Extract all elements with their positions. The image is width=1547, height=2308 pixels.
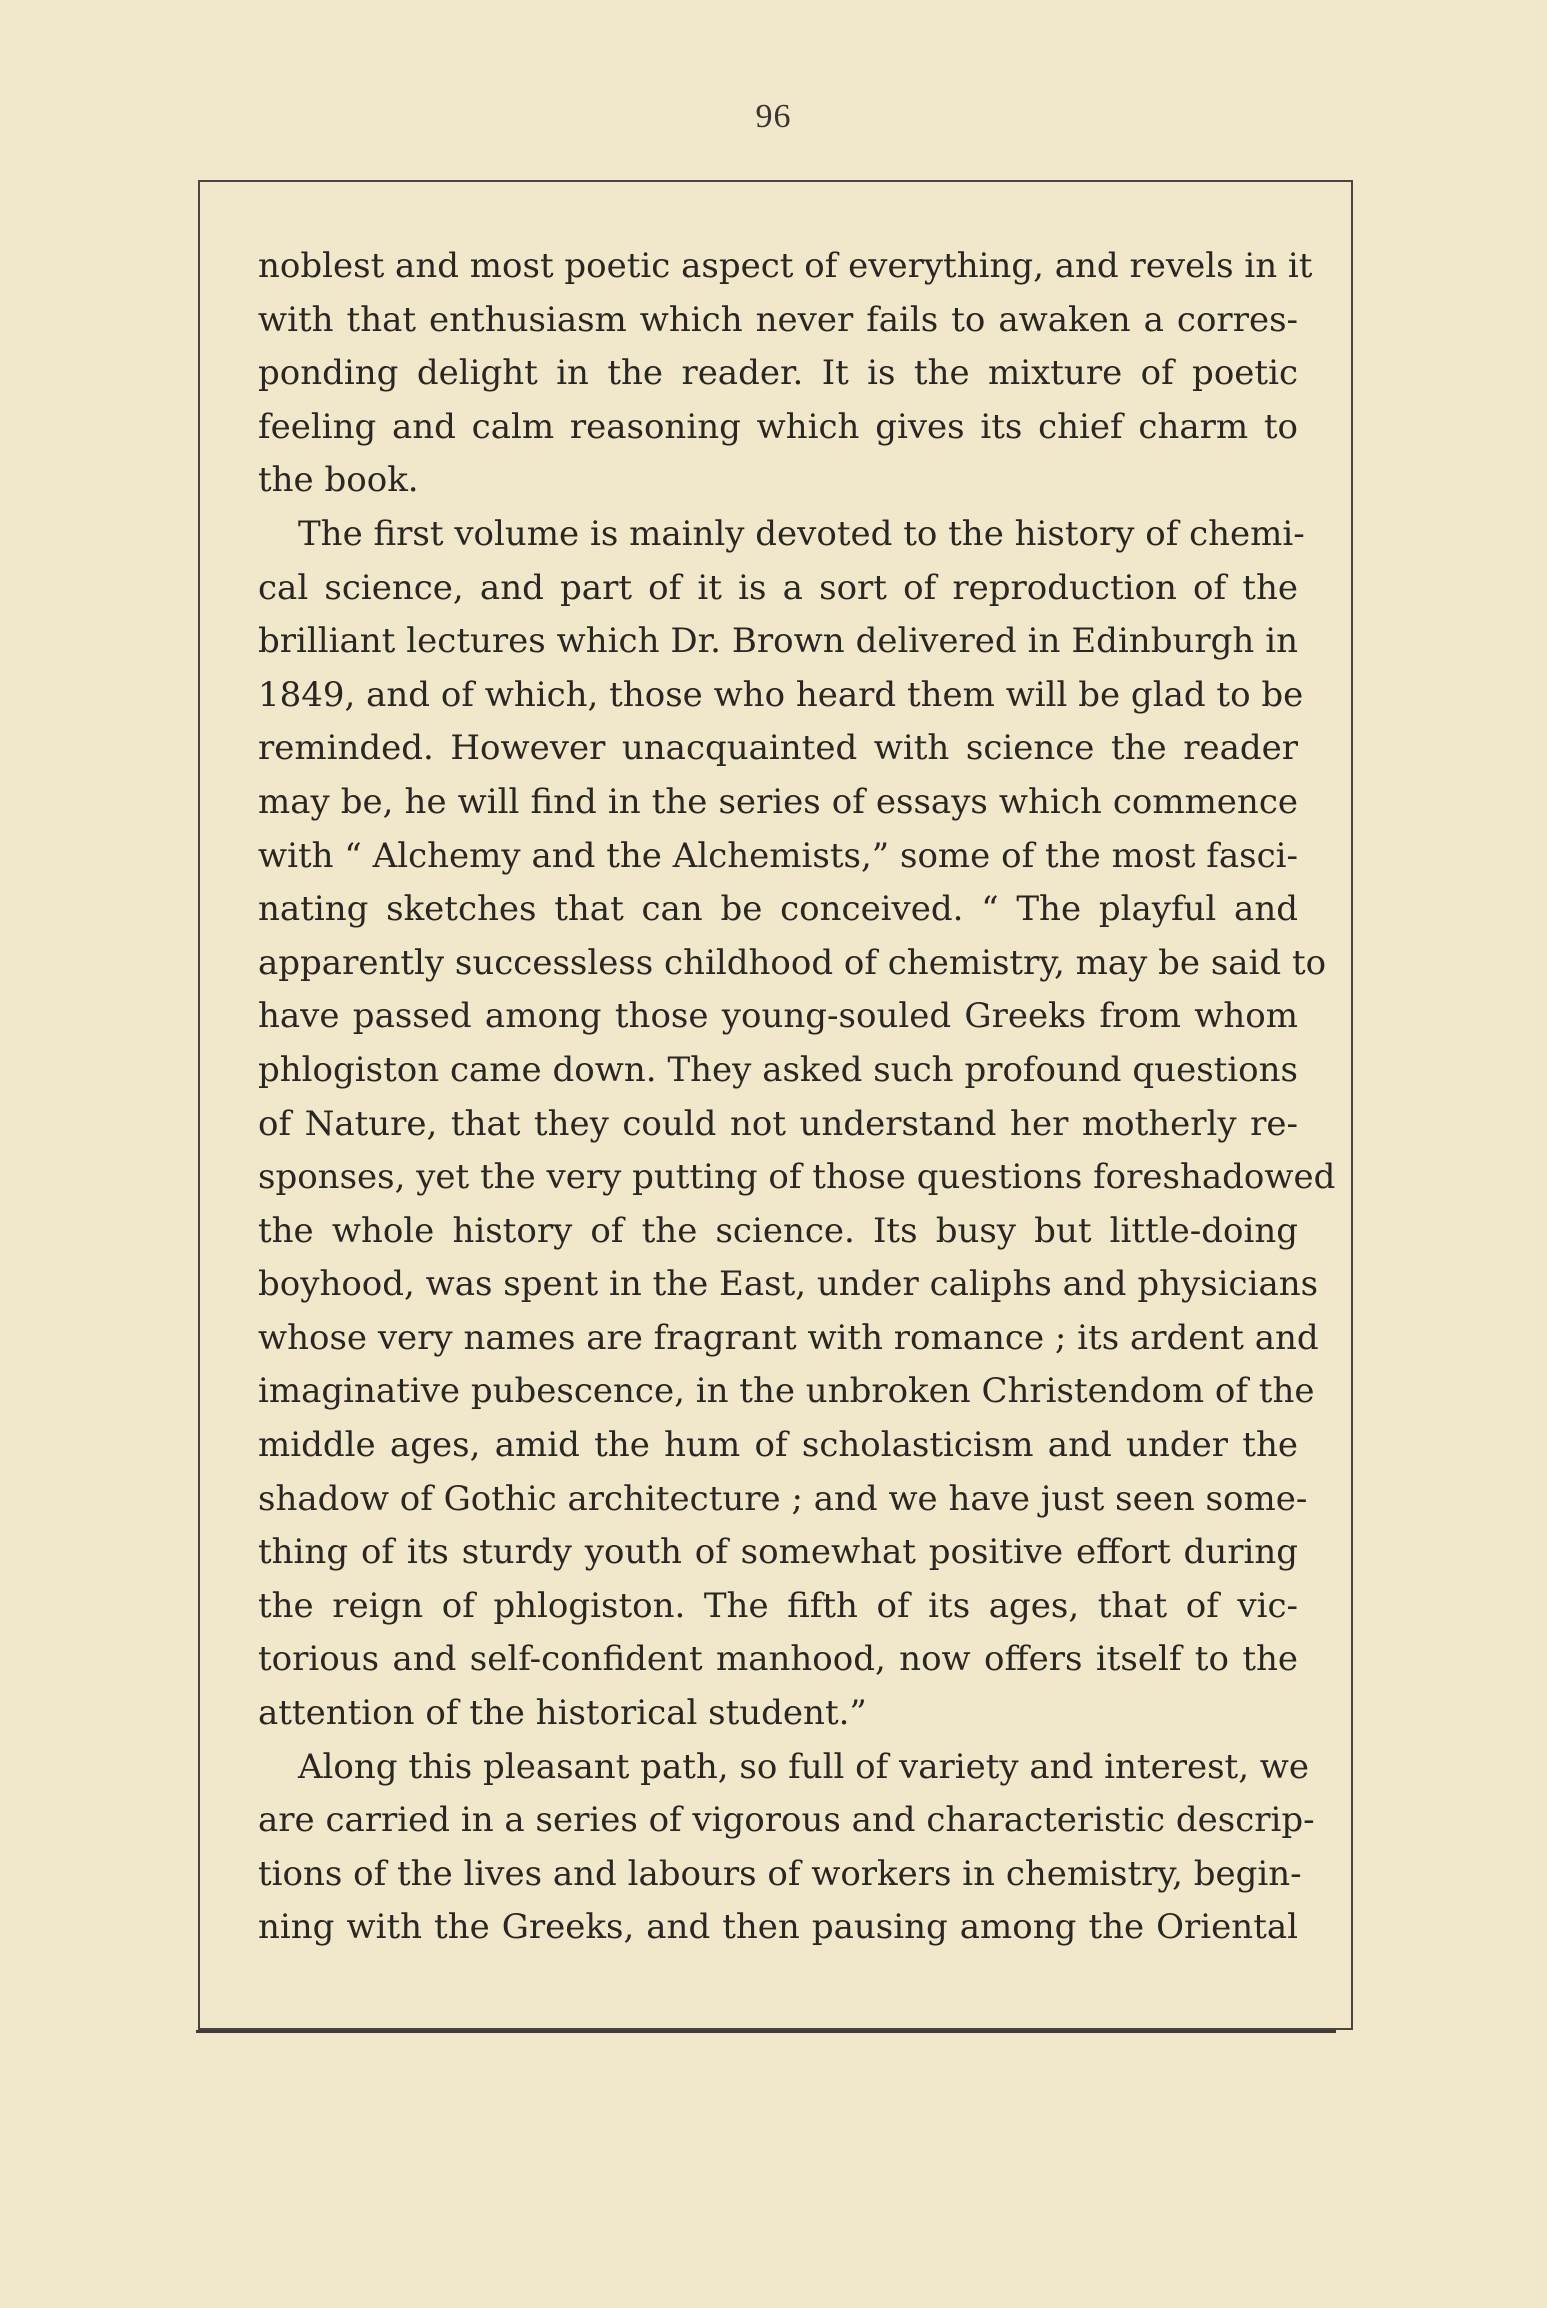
text-line: are carried in a series of vigorous and characteristic descrip- <box>258 1800 1315 1841</box>
text-line: the book. <box>258 460 419 501</box>
text-line: the reign of phlogiston. The fifth of its ages, that of vic- <box>258 1585 1298 1626</box>
text-line: torious and self-confident manhood, now offers itself to the <box>258 1639 1298 1680</box>
text-line: imaginative pubescence, in the unbroken Christendom of the <box>258 1371 1315 1412</box>
text-line: ning with the Greeks, and then pausing among the Oriental <box>258 1907 1298 1948</box>
text-line: attention of the historical student.” <box>258 1693 867 1734</box>
text-line: reminded. However unacquainted with science the reader <box>258 728 1298 769</box>
text-line: feeling and calm reasoning which gives its chief charm to <box>258 406 1298 447</box>
text-line: with “ Alchemy and the Alchemists,” some of the most fasci- <box>258 835 1298 876</box>
text-line: nating sketches that can be conceived. “ The playful and <box>258 889 1298 930</box>
page-number: 96 <box>755 98 792 135</box>
text-line: thing of its sturdy youth of somewhat positive effort during <box>258 1532 1298 1573</box>
text-line: Along this pleasant path, so full of variety and interest, we <box>298 1746 1310 1787</box>
text-line: may be, he will find in the series of essays which commence <box>258 781 1298 822</box>
text-line: of Nature, that they could not understand her motherly re- <box>258 1103 1298 1144</box>
text-line: sponses, yet the very putting of those questions foreshadowed <box>258 1157 1336 1198</box>
text-line: middle ages, amid the hum of scholasticism and under the <box>258 1425 1298 1466</box>
text-line: cal science, and part of it is a sort of reproduction of the <box>258 567 1298 608</box>
text-line: boyhood, was spent in the East, under caliphs and physicians <box>258 1264 1319 1305</box>
text-line: ponding delight in the reader. It is the mixture of poetic <box>258 353 1298 394</box>
text-line: shadow of Gothic architecture ; and we have just seen some- <box>258 1478 1308 1519</box>
frame-bottom-rule <box>196 2030 1336 2033</box>
text-line: apparently successless childhood of chemistry, may be said to <box>258 942 1327 983</box>
text-line: have passed among those young-souled Greeks from whom <box>258 996 1298 1037</box>
body-text <box>258 240 1336 1955</box>
text-line: the whole history of the science. Its busy but little-doing <box>258 1210 1298 1251</box>
text-line: tions of the lives and labours of workers in chemistry, begin- <box>258 1853 1302 1894</box>
text-line: The first volume is mainly devoted to the history of chemi- <box>298 513 1305 554</box>
text-line: whose very names are fragrant with romance ; its ardent and <box>258 1317 1319 1358</box>
text-line: noblest and most poetic aspect of everything, and revels in it <box>258 246 1313 286</box>
text-line: brilliant lectures which Dr. Brown delivered in Edinburgh in <box>258 621 1298 662</box>
text-line: with that enthusiasm which never fails to awaken a corres- <box>258 299 1298 340</box>
text-line: 1849, and of which, those who heard them will be glad to be <box>258 674 1304 715</box>
text-line: phlogiston came down. They asked such profound questions <box>258 1049 1298 1090</box>
